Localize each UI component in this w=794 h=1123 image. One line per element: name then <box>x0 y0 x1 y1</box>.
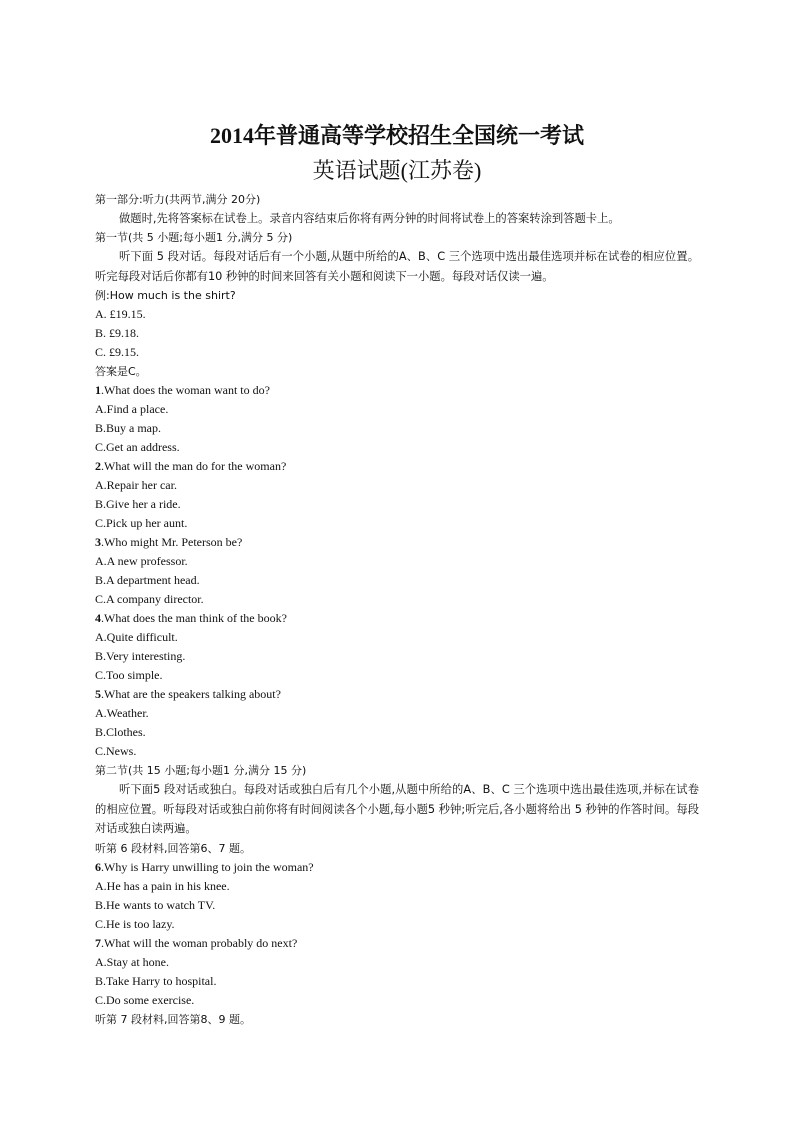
question-4-option-c: C.Too simple. <box>95 668 163 682</box>
part1-header: 第一部分:听力(共两节,满分 20分) <box>95 193 261 206</box>
section1-instruction: 听下面 5 段对话。每段对话后有一个小题,从题中所给的A、B、C 三个选项中选出最佳选项并标在试卷的相应位置。听完每段对话后你都有10 秒钟的时间来回答有关小题和阅读下一小题。每段对话仅读一遍。 <box>95 250 699 283</box>
question-2 <box>95 457 699 476</box>
example-question <box>95 286 699 305</box>
question-text: .What are the speakers talking about? <box>101 687 281 701</box>
question-7-option-c: C.Do some exercise. <box>95 992 195 1007</box>
question-number: 5 <box>95 687 101 701</box>
question-text: .Who might Mr. Peterson be? <box>101 535 243 549</box>
question-text: .What does the man think of the book? <box>101 611 287 625</box>
question-1-option-a: A.Find a place. <box>95 402 169 416</box>
question-2-option-a: A.Repair her car. <box>95 478 177 492</box>
question-number: 4 <box>95 611 101 625</box>
material-6-prompt: 听第 6 段材料,回答第6、7 题。 <box>95 841 251 855</box>
question-text: .What does the woman want to do? <box>101 383 270 397</box>
question-number: 3 <box>95 535 101 549</box>
section2-instruction: 听下面5 段对话或独白。每段对话或独白后有几个小题,从题中所给的A、B、C 三个选项中选出最佳选项,并标在试卷的相应位置。听每段对话或独白前你将有时间阅读各个小题,每小题5 秒钟;听完后,各小题将给出 5 秒钟的作答时间。每段对话或独白读两遍。 <box>95 783 699 835</box>
part1-instruction: 做题时,先将答案标在试卷上。录音内容结束后你将有两分钟的时间将试卷上的答案转涂到答题卡上。 <box>119 212 620 225</box>
question-number: 2 <box>95 459 101 473</box>
question-3-option-b: B.A department head. <box>95 573 200 587</box>
section2-header: 第二节(共 15 小题;每小题1 分,满分 15 分) <box>95 764 307 777</box>
question-4 <box>95 609 699 628</box>
question-1-option-c: C.Get an address. <box>95 440 180 454</box>
example-question-text: 例:How much is the shirt? <box>95 289 236 302</box>
question-4-option-b: B.Very interesting. <box>95 649 186 663</box>
question-1-option-b: B.Buy a map. <box>95 421 161 435</box>
question-number: 7 <box>95 935 101 950</box>
question-number: 1 <box>95 383 101 397</box>
question-2-option-b: B.Give her a ride. <box>95 497 181 511</box>
question-number: 6 <box>95 859 101 874</box>
section1-header: 第一节(共 5 小题;每小题1 分,满分 5 分) <box>95 231 293 244</box>
example-option-c: C. £9.15. <box>95 345 140 359</box>
example-option-b: B. £9.18. <box>95 326 140 340</box>
question-7-option-b: B.Take Harry to hospital. <box>95 973 217 988</box>
question-6 <box>95 858 699 877</box>
question-2-option-c: C.Pick up her aunt. <box>95 516 188 530</box>
question-5 <box>95 685 699 704</box>
question-4-option-a: A.Quite difficult. <box>95 630 178 644</box>
example-answer: 答案是C。 <box>95 365 147 378</box>
question-7-option-a: A.Stay at hone. <box>95 954 169 969</box>
question-3-option-a: A.A new professor. <box>95 554 188 568</box>
question-text: .Why is Harry unwilling to join the woman? <box>101 859 314 874</box>
question-text: .What will the woman probably do next? <box>101 935 298 950</box>
material-7-prompt: 听第 7 段材料,回答第8、9 题。 <box>95 1012 251 1026</box>
exam-title: 2014年普通高等学校招生全国统一考试 <box>209 123 584 148</box>
question-text: .What will the man do for the woman? <box>101 459 287 473</box>
question-6-option-a: A.He has a pain in his knee. <box>95 878 230 893</box>
question-3-option-c: C.A company director. <box>95 592 204 606</box>
exam-content <box>95 190 699 1029</box>
example-option-a: A. £19.15. <box>95 307 146 321</box>
question-3 <box>95 533 699 552</box>
question-7 <box>95 934 699 953</box>
question-6-option-b: B.He wants to watch TV. <box>95 897 216 912</box>
question-5-option-a: A.Weather. <box>95 706 149 720</box>
question-6-option-c: C.He is too lazy. <box>95 916 175 931</box>
question-1 <box>95 381 699 400</box>
question-5-option-b: B.Clothes. <box>95 725 146 739</box>
question-5-option-c: C.News. <box>95 744 137 758</box>
exam-subtitle: 英语试题(江苏卷) <box>312 158 482 183</box>
